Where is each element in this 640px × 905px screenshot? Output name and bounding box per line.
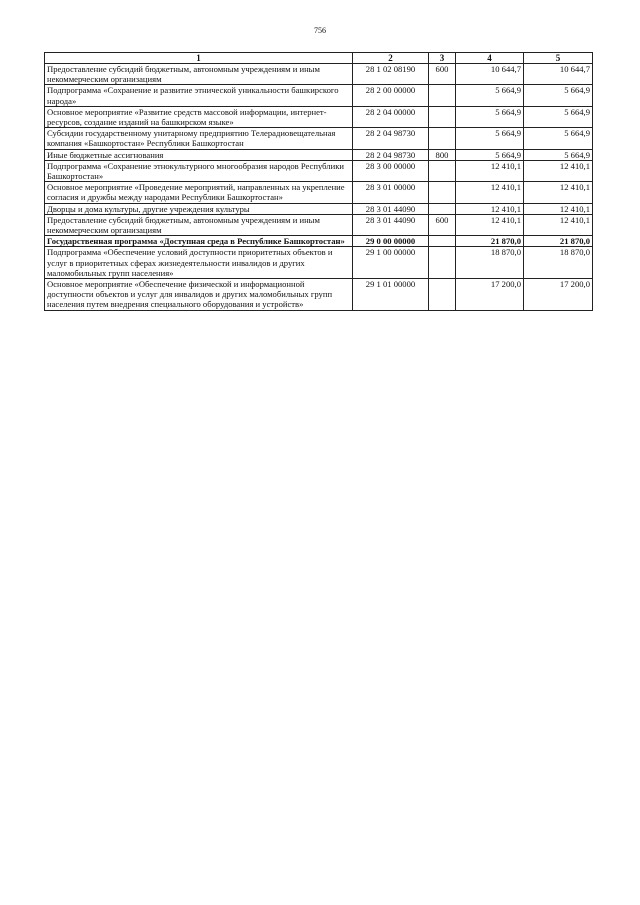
row-amount-1-cell: 12 410,1: [456, 160, 524, 181]
row-expense-type-cell: 800: [429, 149, 456, 160]
row-code-cell: 28 2 04 00000: [353, 106, 429, 127]
row-amount-2-cell: 12 410,1: [524, 182, 593, 203]
table-row: [45, 214, 593, 235]
row-expense-type-cell: [429, 236, 456, 247]
column-header-expense-type: 3: [429, 53, 456, 64]
table-row: [45, 182, 593, 203]
row-amount-2-cell: 10 644,7: [524, 64, 593, 85]
row-name-cell: Подпрограмма «Сохранение этнокультурного многообразия народов Республики Башкортостан»: [45, 160, 353, 181]
row-expense-type-cell: [429, 85, 456, 106]
row-amount-1-cell: 5 664,9: [456, 149, 524, 160]
table-row: [45, 106, 593, 127]
row-amount-2-cell: 17 200,0: [524, 279, 593, 311]
row-amount-2-cell: 5 664,9: [524, 149, 593, 160]
row-amount-1-cell: 21 870,0: [456, 236, 524, 247]
row-amount-2-cell: 18 870,0: [524, 247, 593, 279]
row-name-cell: Иные бюджетные ассигнования: [45, 149, 353, 160]
row-name-cell: Подпрограмма «Обеспечение условий доступности приоритетных объектов и услуг в приоритетных сферах жизнедеятельности инвалидов и других маломобильных групп населения»: [45, 247, 353, 279]
row-expense-type-cell: [429, 128, 456, 149]
column-header-code: 2: [353, 53, 429, 64]
row-code-cell: 29 0 00 00000: [353, 236, 429, 247]
row-code-cell: 28 1 02 08190: [353, 64, 429, 85]
row-name-cell: Предоставление субсидий бюджетным, автономным учреждениям и иным некоммерческим организациям: [45, 64, 353, 85]
row-name-cell: Подпрограмма «Сохранение и развитие этнической уникальности башкирского народа»: [45, 85, 353, 106]
row-amount-1-cell: 17 200,0: [456, 279, 524, 311]
column-header-amount-1: 4: [456, 53, 524, 64]
row-expense-type-cell: [429, 247, 456, 279]
row-name-cell: Основное мероприятие «Обеспечение физической и информационной доступности объектов и услуг для инвалидов и других маломобильных групп населения путем внедрения специального оборудования и устройств»: [45, 279, 353, 311]
table-row: [45, 85, 593, 106]
row-code-cell: 29 1 01 00000: [353, 279, 429, 311]
table-row: [45, 236, 593, 247]
table-row: [45, 64, 593, 85]
row-amount-1-cell: 12 410,1: [456, 182, 524, 203]
row-code-cell: 28 2 00 00000: [353, 85, 429, 106]
row-name-cell: Предоставление субсидий бюджетным, автономным учреждениям и иным некоммерческим организациям: [45, 214, 353, 235]
table-row: [45, 247, 593, 279]
row-amount-2-cell: 12 410,1: [524, 203, 593, 214]
budget-table: [44, 52, 593, 311]
row-code-cell: 29 1 00 00000: [353, 247, 429, 279]
row-amount-1-cell: 18 870,0: [456, 247, 524, 279]
row-code-cell: 28 3 00 00000: [353, 160, 429, 181]
row-name-cell: Субсидии государственному унитарному предприятию Телерадиовещательная компания «Башкортостан» Республики Башкортостан: [45, 128, 353, 149]
row-amount-1-cell: 5 664,9: [456, 85, 524, 106]
row-amount-2-cell: 5 664,9: [524, 106, 593, 127]
table-row: [45, 160, 593, 181]
row-amount-2-cell: 5 664,9: [524, 128, 593, 149]
row-expense-type-cell: [429, 279, 456, 311]
row-name-cell: Дворцы и дома культуры, другие учреждения культуры: [45, 203, 353, 214]
table-row: [45, 128, 593, 149]
row-expense-type-cell: [429, 182, 456, 203]
row-expense-type-cell: [429, 203, 456, 214]
page-number: 756: [314, 26, 326, 35]
row-amount-2-cell: 12 410,1: [524, 214, 593, 235]
column-header-name: 1: [45, 53, 353, 64]
table-header-row: [45, 53, 593, 64]
row-code-cell: 28 3 01 00000: [353, 182, 429, 203]
row-amount-2-cell: 12 410,1: [524, 160, 593, 181]
row-amount-2-cell: 21 870,0: [524, 236, 593, 247]
row-name-cell: Основное мероприятие «Развитие средств массовой информации, интернет-ресурсов, создание изданий на башкирском языке»: [45, 106, 353, 127]
row-expense-type-cell: 600: [429, 214, 456, 235]
row-amount-1-cell: 12 410,1: [456, 203, 524, 214]
table-row: [45, 203, 593, 214]
row-name-cell: Государственная программа «Доступная среда в Республике Башкортостан»: [45, 236, 353, 247]
row-code-cell: 28 3 01 44090: [353, 214, 429, 235]
row-code-cell: 28 2 04 98730: [353, 149, 429, 160]
column-header-amount-2: 5: [524, 53, 593, 64]
row-code-cell: 28 2 04 98730: [353, 128, 429, 149]
row-amount-1-cell: 12 410,1: [456, 214, 524, 235]
row-amount-1-cell: 5 664,9: [456, 106, 524, 127]
row-expense-type-cell: [429, 160, 456, 181]
row-expense-type-cell: [429, 106, 456, 127]
table-body: [45, 64, 593, 311]
row-amount-1-cell: 5 664,9: [456, 128, 524, 149]
table-row: [45, 149, 593, 160]
row-expense-type-cell: 600: [429, 64, 456, 85]
table-row: [45, 279, 593, 311]
row-amount-1-cell: 10 644,7: [456, 64, 524, 85]
row-code-cell: 28 3 01 44090: [353, 203, 429, 214]
row-name-cell: Основное мероприятие «Проведение мероприятий, направленных на укрепление согласия и дружбы между народами Республики Башкортостан»: [45, 182, 353, 203]
row-amount-2-cell: 5 664,9: [524, 85, 593, 106]
